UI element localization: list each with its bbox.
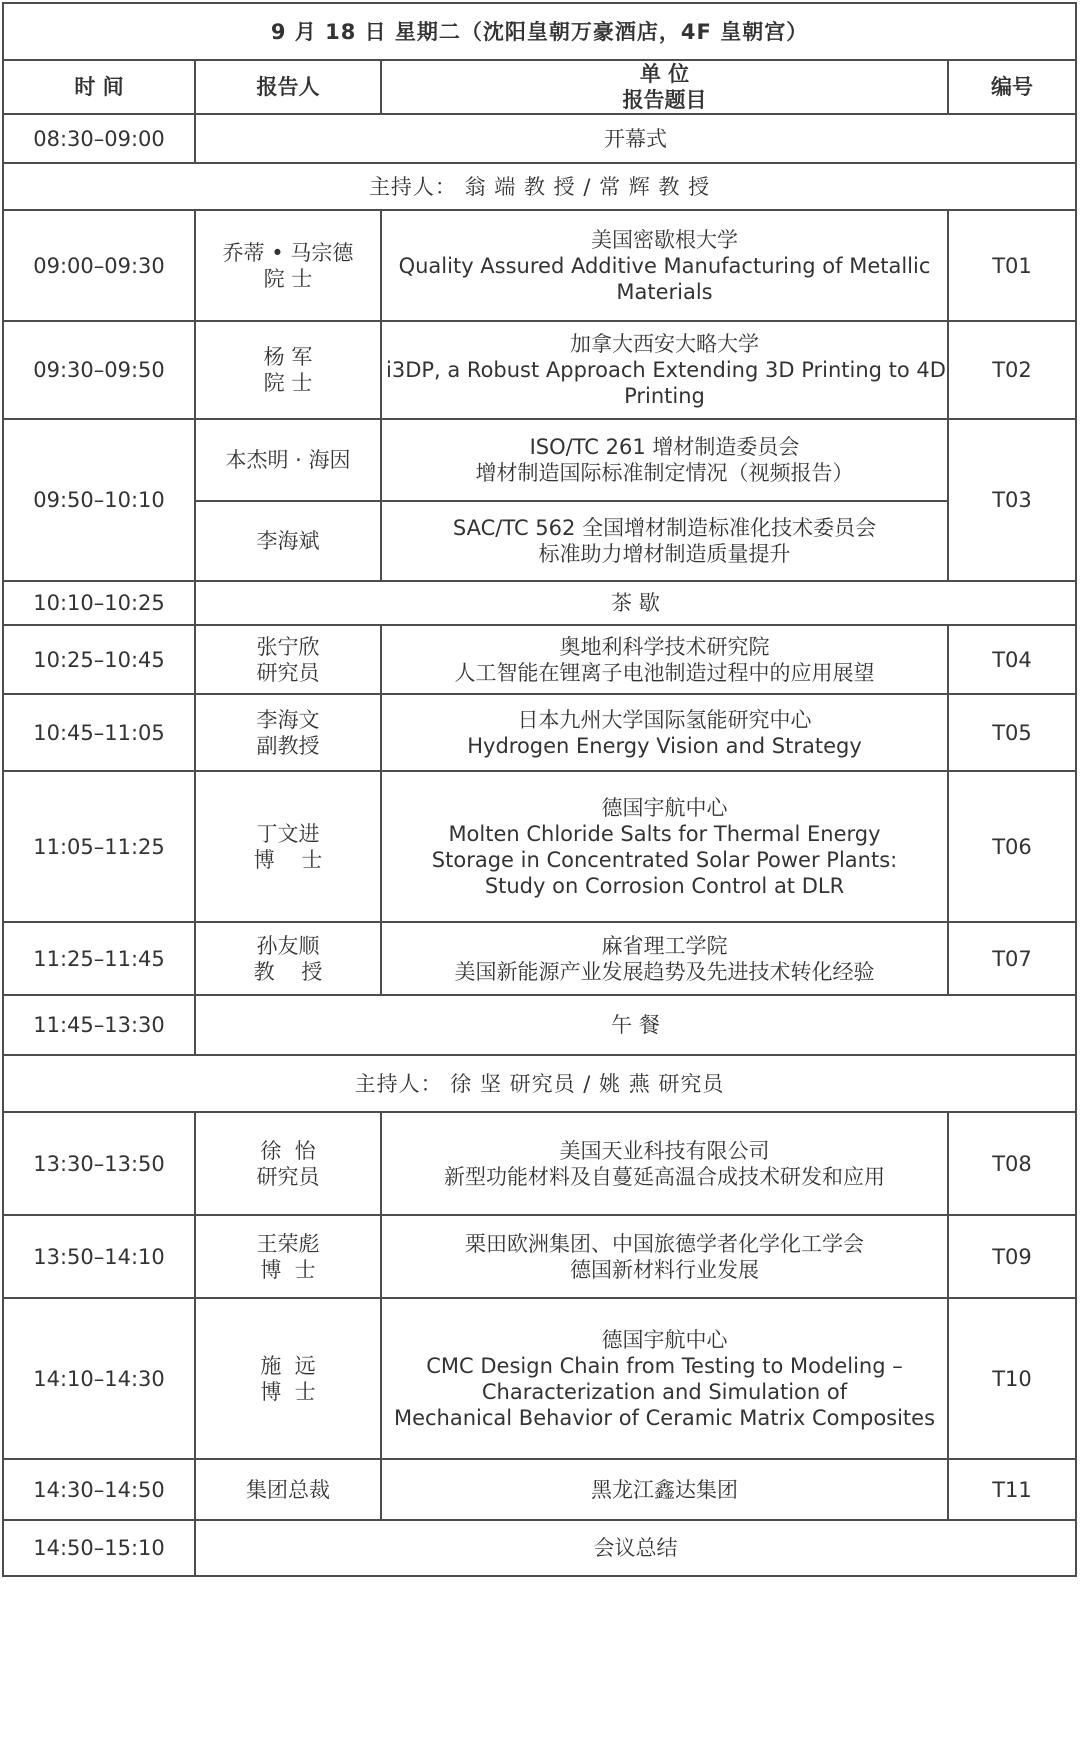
org-name: 德国宇航中心 [601,1327,728,1352]
speaker-name: 徐 怡 [260,1138,316,1163]
speaker-cell: 本杰明 · 海因 [195,419,381,501]
time-cell: 09:30–09:50 [3,321,195,419]
row-host-2 [3,1055,1076,1112]
header-unit: 单 位 [639,62,690,86]
schedule-table [2,2,1077,1577]
speaker-title: 研究员 [256,1164,320,1189]
time-cell: 09:00–09:30 [3,210,195,321]
code-cell: T10 [948,1298,1076,1459]
speaker-name: 王荣彪 [256,1231,320,1256]
speaker-cell [195,1215,381,1298]
speaker-name: 孙友顺 [256,933,320,958]
row-t01 [3,210,1076,321]
code-cell: T08 [948,1112,1076,1215]
row-t02 [3,321,1076,419]
schedule-page [2,2,1077,1577]
speaker-title: 研究员 [256,660,320,685]
org-name: 奥地利科学技术研究院 [559,634,770,659]
speaker-cell [195,771,381,922]
report-title: 新型功能材料及自蔓延高温合成技术研发和应用 [444,1164,885,1189]
row-t04 [3,625,1076,694]
speaker-cell [195,625,381,694]
speaker-cell [195,1298,381,1459]
speaker-cell [195,922,381,995]
speaker-title: 院 士 [263,266,313,291]
speaker-title: 博 士 [260,1257,316,1282]
speaker-cell: 李海斌 [195,501,381,581]
time-cell: 13:50–14:10 [3,1215,195,1298]
topic-cell [381,1298,948,1459]
speaker-name: 丁文进 [256,821,320,846]
speaker-cell: 集团总裁 [195,1459,381,1520]
report-title: 人工智能在锂离子电池制造过程中的应用展望 [454,660,875,685]
code-cell: T09 [948,1215,1076,1298]
topic-cell [381,922,948,995]
row-t10 [3,1298,1076,1459]
report-title: Quality Assured Additive Manufacturing of Metallic [398,253,931,278]
report-title: 美国新能源产业发展趋势及先进技术转化经验 [454,959,875,984]
row-opening [3,114,1076,163]
schedule-title: 9 月 18 日 星期二（沈阳皇朝万豪酒店，4F 皇朝宫） [3,3,1076,60]
row-t08 [3,1112,1076,1215]
speaker-cell [195,1112,381,1215]
time-cell: 10:45–11:05 [3,694,195,771]
speaker-name: 李海文 [256,707,320,732]
report-title: Storage in Concentrated Solar Power Plants: [431,847,898,872]
row-lunch [3,995,1076,1055]
org-name: 日本九州大学国际氢能研究中心 [517,707,812,732]
time-cell: 14:30–14:50 [3,1459,195,1520]
time-cell: 11:45–13:30 [3,995,195,1055]
speaker-title: 院 士 [263,371,313,395]
row-host-1 [3,163,1076,210]
org-name: 加拿大西安大略大学 [570,332,759,356]
topic-cell [381,321,948,419]
event-label: 会议总结 [195,1520,1076,1576]
header-speaker: 报告人 [195,60,381,114]
row-tea-break [3,581,1076,625]
time-cell: 11:25–11:45 [3,922,195,995]
header-time: 时 间 [3,60,195,114]
header-report-title: 报告题目 [622,88,707,112]
org-name: 美国密歇根大学 [591,227,738,252]
speaker-name: 乔蒂 • 马宗德 [222,240,354,265]
org-name: 德国宇航中心 [601,795,728,820]
topic-cell [381,210,948,321]
time-cell: 14:50–15:10 [3,1520,195,1576]
row-t07 [3,922,1076,995]
topic-cell [381,419,948,501]
topic-cell [381,771,948,922]
time-cell: 13:30–13:50 [3,1112,195,1215]
topic-cell [381,1215,948,1298]
event-label: 午 餐 [195,995,1076,1055]
row-t09 [3,1215,1076,1298]
report-title: Molten Chloride Salts for Thermal Energy [448,821,881,846]
org-name: 美国天业科技有限公司 [559,1138,770,1163]
time-cell: 09:50–10:10 [3,419,195,581]
speaker-title: 博 士 [260,1379,316,1404]
speaker-cell [195,210,381,321]
speaker-title: 博 士 [253,847,323,872]
report-title: Study on Corrosion Control at DLR [484,873,845,898]
org-name: 麻省理工学院 [601,933,728,958]
report-title: Hydrogen Energy Vision and Strategy [467,733,862,758]
speaker-title: 教 授 [253,959,323,984]
code-cell: T01 [948,210,1076,321]
time-cell: 08:30–09:00 [3,114,195,163]
row-t11 [3,1459,1076,1520]
speaker-name: 张宁欣 [256,634,320,659]
time-cell: 14:10–14:30 [3,1298,195,1459]
row-t05 [3,694,1076,771]
report-title: Mechanical Behavior of Ceramic Matrix Composites [393,1405,936,1430]
title-row [3,3,1076,60]
report-title: i3DP, a Robust Approach Extending 3D Printing to 4D [386,358,946,382]
header-row [3,60,1076,114]
topic-cell [381,625,948,694]
report-title: Materials [616,279,713,304]
time-cell: 10:25–10:45 [3,625,195,694]
org-name: SAC/TC 562 全国增材制造标准化技术委员会 [452,516,877,540]
code-cell: T06 [948,771,1076,922]
org-name: ISO/TC 261 增材制造委员会 [529,435,800,459]
row-t03-a [3,419,1076,501]
host-label: 主持人： 翁 端 教 授 / 常 辉 教 授 [3,163,1076,210]
host-label: 主持人： 徐 坚 研究员 / 姚 燕 研究员 [3,1055,1076,1112]
speaker-name: 施 远 [260,1353,316,1378]
event-label: 茶 歇 [195,581,1076,625]
speaker-cell [195,321,381,419]
code-cell: T07 [948,922,1076,995]
report-title: Characterization and Simulation of [481,1379,848,1404]
org-name: 栗田欧洲集团、中国旅德学者化学化工学会 [465,1231,864,1256]
row-closing [3,1520,1076,1576]
event-label: 开幕式 [195,114,1076,163]
topic-cell [381,1112,948,1215]
report-title: 德国新材料行业发展 [570,1257,759,1282]
speaker-name: 杨 军 [263,345,313,369]
report-title: 标准助力增材制造质量提升 [538,542,791,566]
speaker-cell [195,694,381,771]
code-cell: T03 [948,419,1076,581]
header-code: 编号 [948,60,1076,114]
code-cell: T04 [948,625,1076,694]
speaker-title: 副教授 [256,733,320,758]
report-title: 增材制造国际标准制定情况（视频报告） [475,461,854,485]
report-title: Printing [624,384,705,408]
topic-cell [381,501,948,581]
code-cell: T11 [948,1459,1076,1520]
report-title: CMC Design Chain from Testing to Modeling – [426,1353,903,1378]
time-cell: 10:10–10:25 [3,581,195,625]
topic-cell [381,694,948,771]
row-t06 [3,771,1076,922]
code-cell: T02 [948,321,1076,419]
header-unit-title [381,60,948,114]
code-cell: T05 [948,694,1076,771]
time-cell: 11:05–11:25 [3,771,195,922]
topic-cell: 黑龙江鑫达集团 [381,1459,948,1520]
